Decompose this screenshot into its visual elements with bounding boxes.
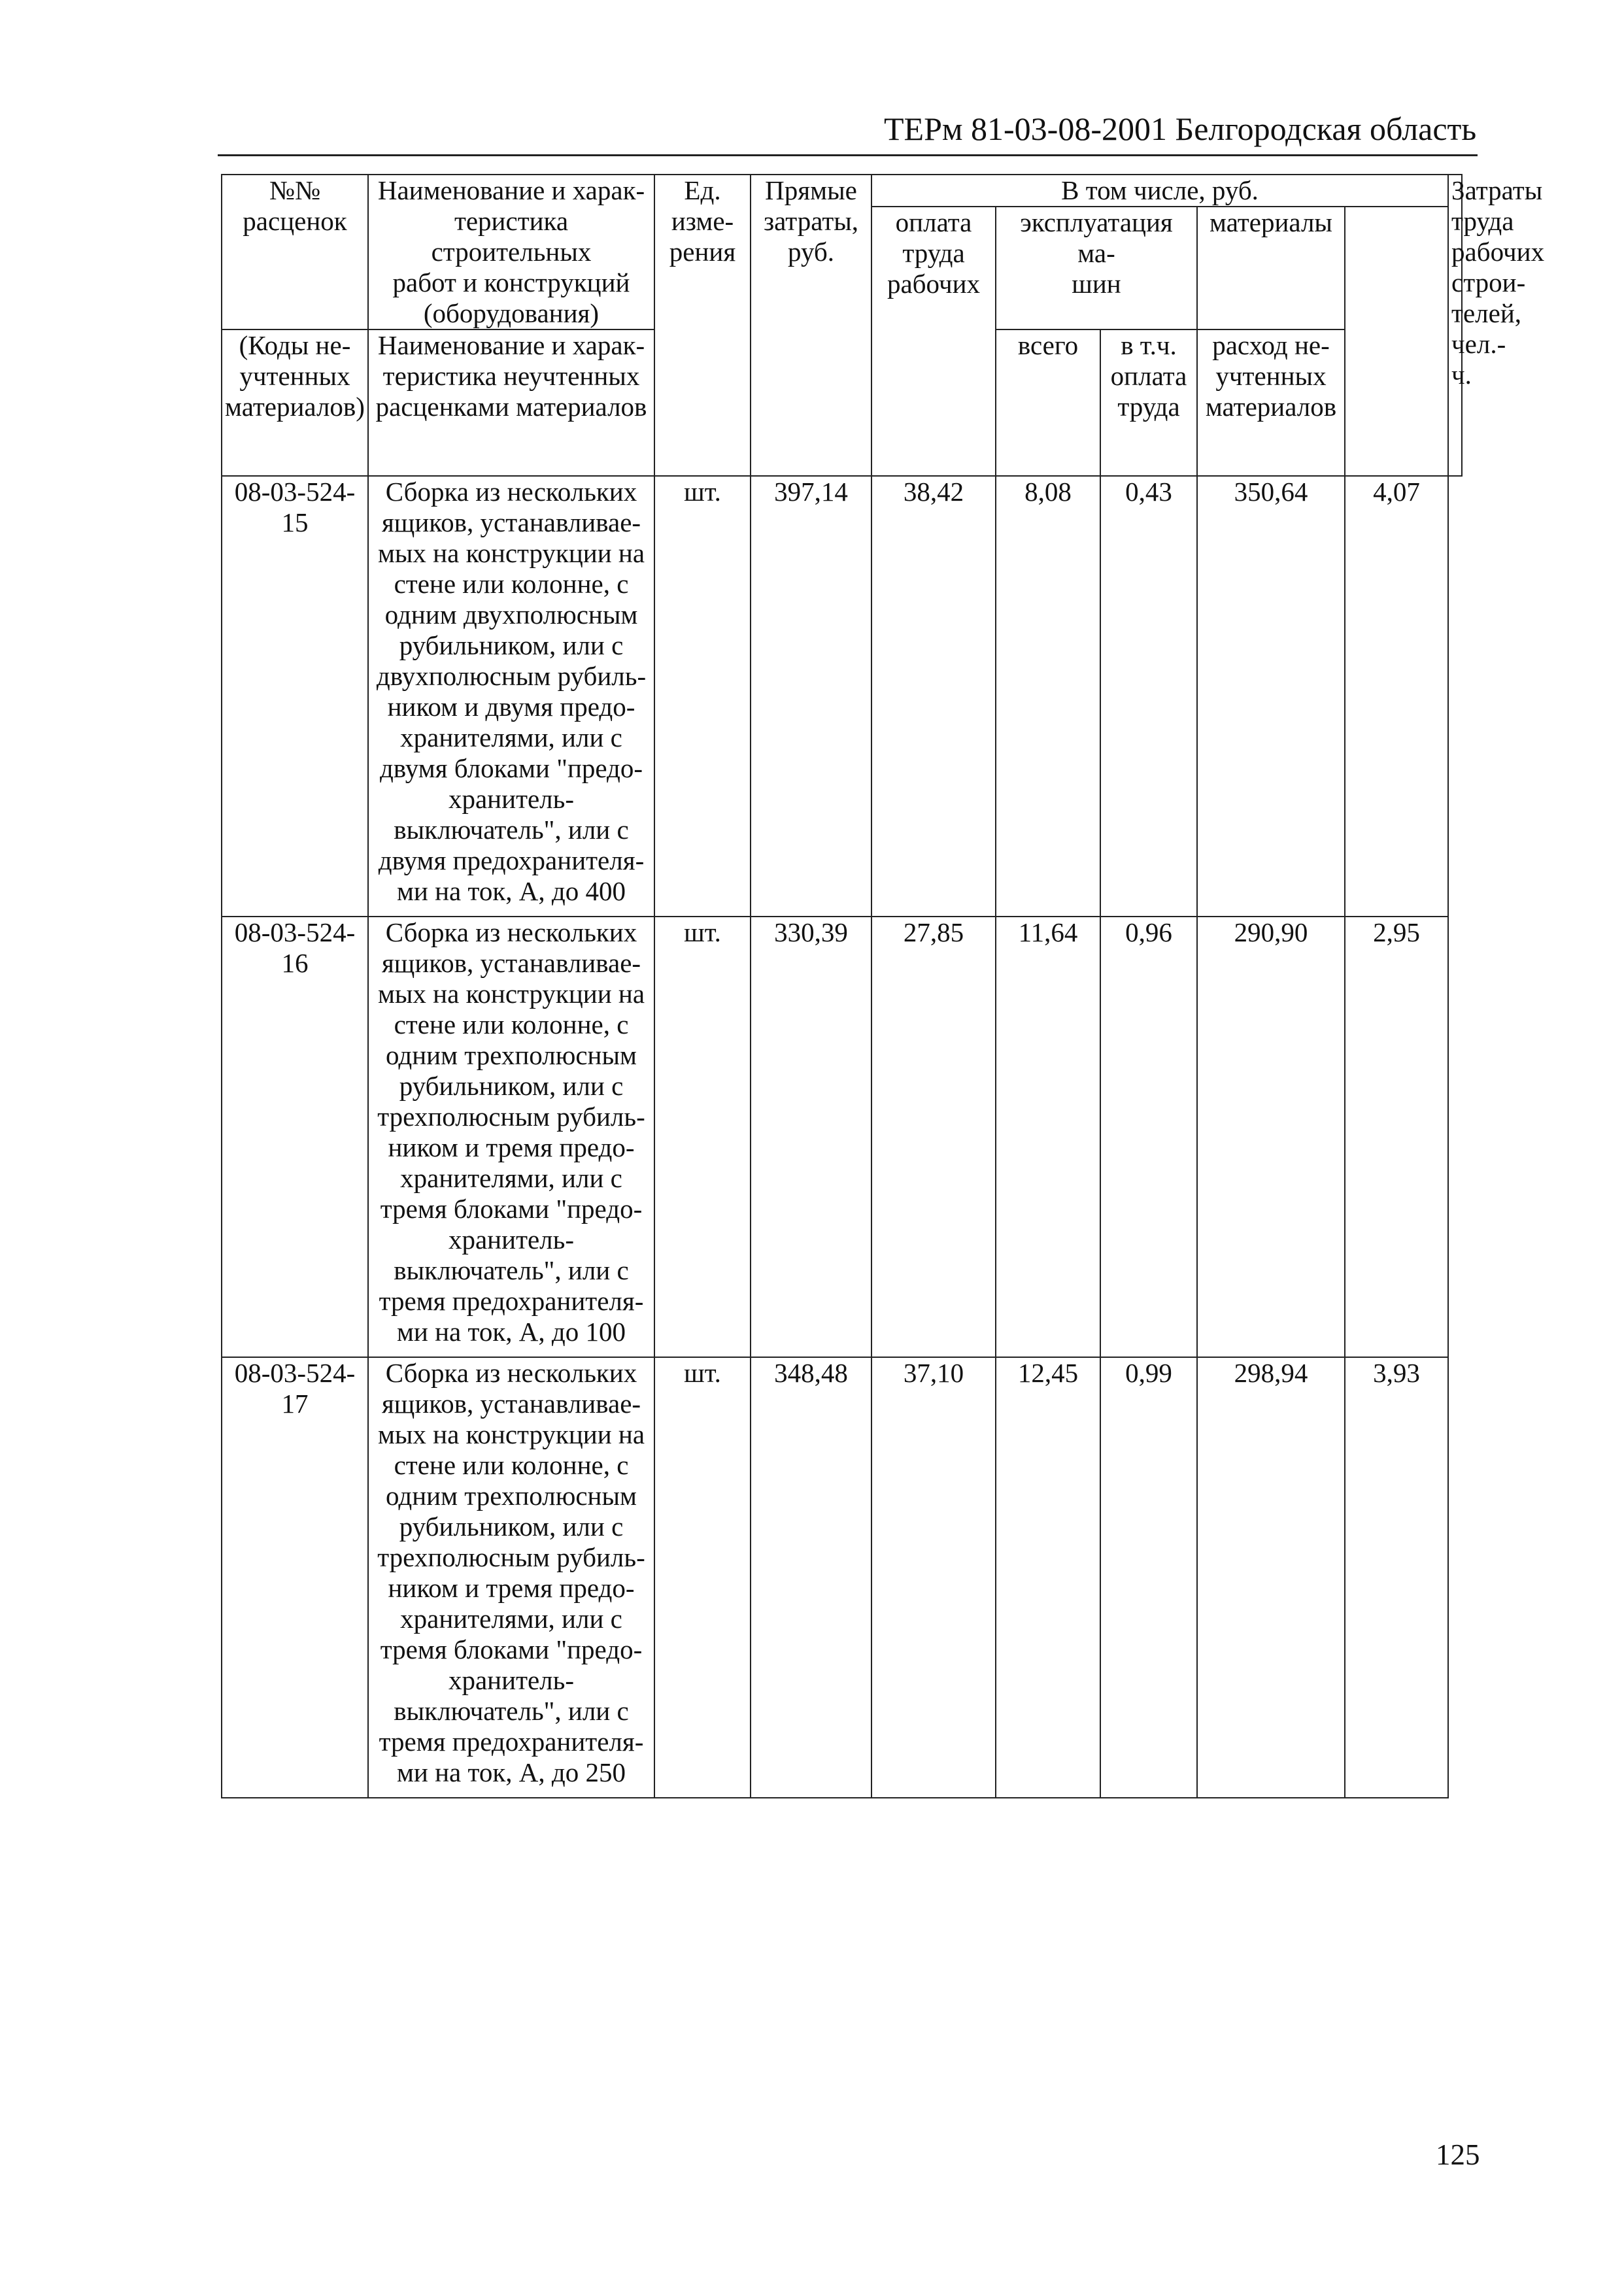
rates-table xyxy=(221,174,1545,1798)
row-name: Сборка из нескольких ящиков, устанавливае- мых на конструкции на стене или колонне, с одним трехполюсным рубильником, или с трехполюсным рубиль- ником и тремя предо- хранителями, или с тремя блоками "предо- хранитель- выключатель", или с тремя предохранителя- ми на ток, А, до 100 xyxy=(368,917,654,1357)
row-labor: 38,42 xyxy=(871,476,996,917)
row-mach-labor: 0,43 xyxy=(1100,476,1197,917)
row-materials: 290,90 xyxy=(1197,917,1345,1357)
row-hours: 4,07 xyxy=(1345,476,1448,917)
table-row xyxy=(222,476,1462,917)
row-labor: 27,85 xyxy=(871,917,996,1357)
header-labor-hours: Затраты труда рабочих строи- телей, чел.-ч. xyxy=(1448,175,1462,476)
header-name: Наименование и харак- теристика строительных работ и конструкций (оборудования) xyxy=(368,175,654,329)
header-machines: эксплуатация ма- шин xyxy=(996,207,1197,329)
row-direct: 348,48 xyxy=(751,1357,871,1798)
row-unit: шт. xyxy=(654,1357,751,1798)
row-code: 08-03-524- 16 xyxy=(222,917,368,1357)
header-divider xyxy=(218,154,1478,156)
header-materials-usage: расход не- учтенных материалов xyxy=(1197,329,1345,476)
row-mach-total: 11,64 xyxy=(996,917,1100,1357)
row-mach-labor: 0,99 xyxy=(1100,1357,1197,1798)
row-mach-labor: 0,96 xyxy=(1100,917,1197,1357)
header-direct-costs: Прямые затраты, руб. xyxy=(751,175,871,476)
table-row xyxy=(222,917,1462,1357)
row-materials: 350,64 xyxy=(1197,476,1345,917)
row-mach-total: 12,45 xyxy=(996,1357,1100,1798)
row-direct: 397,14 xyxy=(751,476,871,917)
header-code-sub: (Коды не- учтенных материалов) xyxy=(222,329,368,476)
row-hours: 2,95 xyxy=(1345,917,1448,1357)
table-header-row xyxy=(222,175,1462,207)
row-labor: 37,10 xyxy=(871,1357,996,1798)
row-code: 08-03-524- 17 xyxy=(222,1357,368,1798)
table-row xyxy=(222,1357,1462,1798)
row-mach-total: 8,08 xyxy=(996,476,1100,917)
header-name-sub: Наименование и харак- теристика неучтенных расценками материалов xyxy=(368,329,654,476)
header-including: В том числе, руб. xyxy=(871,175,1448,207)
header-machines-total: всего xyxy=(996,329,1100,476)
row-hours: 3,93 xyxy=(1345,1357,1448,1798)
header-machines-labor: в т.ч. оплата труда xyxy=(1100,329,1197,476)
row-direct: 330,39 xyxy=(751,917,871,1357)
header-labor-pay: оплата труда рабочих xyxy=(871,207,996,476)
page-number: 125 xyxy=(1436,2138,1480,2171)
row-materials: 298,94 xyxy=(1197,1357,1345,1798)
row-name: Сборка из нескольких ящиков, устанавливае- мых на конструкции на стене или колонне, с одним двухполюсным рубильником, или с двухполюсным рубиль- ником и двумя предо- хранителями, или с двумя блоками "предо- хранитель- выключатель", или с двумя предохранителя- ми на ток, А, до 400 xyxy=(368,476,654,917)
document-header: ТЕРм 81-03-08-2001 Белгородская область xyxy=(884,110,1477,147)
header-unit: Ед. изме- рения xyxy=(654,175,751,476)
row-name: Сборка из нескольких ящиков, устанавливае- мых на конструкции на стене или колонне, с одним трехполюсным рубильником, или с трехполюсным рубиль- ником и тремя предо- хранителями, или с тремя блоками "предо- хранитель- выключатель", или с тремя предохранителя- ми на ток, А, до 250 xyxy=(368,1357,654,1798)
header-code: №№ расценок xyxy=(222,175,368,329)
row-unit: шт. xyxy=(654,476,751,917)
header-materials: материалы xyxy=(1197,207,1345,329)
row-unit: шт. xyxy=(654,917,751,1357)
row-code: 08-03-524- 15 xyxy=(222,476,368,917)
